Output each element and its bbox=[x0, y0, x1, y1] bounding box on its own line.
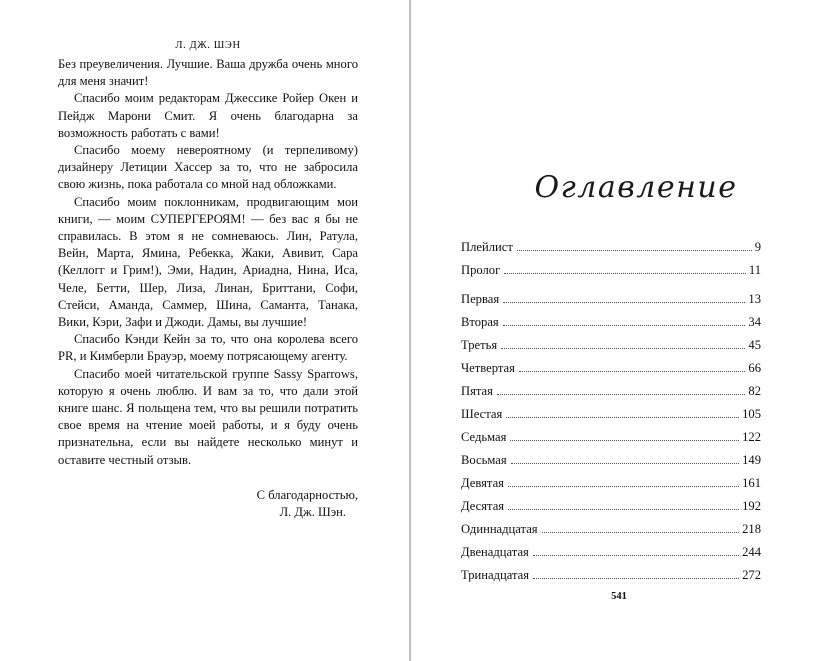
toc-entry[interactable] bbox=[461, 338, 761, 361]
toc-entry[interactable] bbox=[461, 384, 761, 407]
toc-entry[interactable] bbox=[461, 476, 761, 499]
toc-leader bbox=[517, 250, 752, 251]
toc-entry-label: Пятая bbox=[461, 384, 493, 398]
toc-entry-label: Шестая bbox=[461, 407, 503, 421]
toc-leader bbox=[503, 325, 746, 326]
toc-entry[interactable] bbox=[461, 545, 761, 568]
toc-leader bbox=[533, 578, 739, 579]
toc-entry-page: 105 bbox=[742, 407, 761, 421]
toc-entry[interactable] bbox=[461, 522, 761, 545]
toc-entry-page: 13 bbox=[748, 292, 761, 306]
toc-entry-label: Тринадцатая bbox=[461, 568, 530, 582]
toc-leader bbox=[506, 417, 739, 418]
toc-entry-page: 66 bbox=[748, 361, 761, 375]
toc-entry[interactable] bbox=[461, 361, 761, 384]
right-page bbox=[411, 0, 820, 661]
acknowledgements-text bbox=[58, 56, 358, 469]
toc-leader bbox=[542, 532, 740, 533]
toc-entry-label: Восьмая bbox=[461, 453, 507, 467]
paragraph: Спасибо моим поклонникам, продвигающим мои книги, — моим СУПЕРГЕРОЯМ! — без вас я бы не справилась. В этом я не сомневаюсь. Лин, Ратула, Вейн, Марта, Ямина, Ребекка, Жаки, Авивит, Сара (Келлогг и Грим!), Эми, Надин, Ариадна, Нина, Иса, Челе, Бетти, Шер, Лиза, Линан, Бриттани, Софи, Стейси, Аманда, Саммер, Шина, Саманта, Танака, Вики, Кэри, Зафи и Джоди. Дамы, вы лучшие! bbox=[58, 194, 358, 330]
toc-entry[interactable] bbox=[461, 263, 761, 286]
toc-leader bbox=[511, 463, 739, 464]
toc-entry-page: 149 bbox=[742, 453, 761, 467]
toc-entry-label: Девятая bbox=[461, 476, 504, 490]
toc-entry-page: 218 bbox=[742, 522, 761, 536]
toc-entry-page: 192 bbox=[742, 499, 761, 513]
toc-entry[interactable] bbox=[461, 292, 761, 315]
toc-title: Оглавление bbox=[534, 170, 738, 205]
paragraph: Спасибо Кэнди Кейн за то, что она королева всего PR, и Кимберли Брауэр, моему потрясающему агенту. bbox=[58, 332, 358, 364]
toc-leader bbox=[508, 486, 739, 487]
page-number: 541 bbox=[611, 591, 627, 602]
toc-entry-page: 9 bbox=[754, 240, 761, 254]
toc-leader bbox=[519, 371, 745, 372]
toc-leader bbox=[501, 348, 745, 349]
toc-entry[interactable] bbox=[461, 499, 761, 522]
toc-entry-page: 34 bbox=[748, 315, 761, 329]
signature-author: Л. Дж. Шэн. bbox=[279, 505, 346, 520]
toc-entry-label: Третья bbox=[461, 338, 498, 352]
toc-entry-label: Четвертая bbox=[461, 361, 515, 375]
toc-entry[interactable] bbox=[461, 453, 761, 476]
signature bbox=[58, 487, 358, 521]
toc-leader bbox=[504, 273, 746, 274]
toc-leader bbox=[533, 555, 739, 556]
toc-entry[interactable] bbox=[461, 315, 761, 338]
toc-entry-label: Двенадцатая bbox=[461, 545, 529, 559]
toc-entry-page: 45 bbox=[748, 338, 761, 352]
toc-entry-label: Одиннадцатая bbox=[461, 522, 538, 536]
toc-leader bbox=[503, 302, 745, 303]
left-page bbox=[0, 0, 409, 661]
toc-entry-label: Первая bbox=[461, 292, 500, 306]
toc-entry[interactable] bbox=[461, 430, 761, 453]
toc-entry-label: Плейлист bbox=[461, 240, 513, 254]
running-head: Л. ДЖ. ШЭН bbox=[175, 40, 241, 51]
toc-entry-label: Вторая bbox=[461, 315, 499, 329]
toc-leader bbox=[497, 394, 745, 395]
toc-entry-page: 122 bbox=[742, 430, 761, 444]
paragraph: Спасибо моим редакторам Джессике Ройер Окен и Пейдж Марони Смит. Я очень благодарна за возможность работать с вами! bbox=[58, 91, 358, 140]
toc-entry-label: Пролог bbox=[461, 263, 501, 277]
toc-entry-page: 161 bbox=[742, 476, 761, 490]
toc-entry-page: 11 bbox=[748, 263, 761, 277]
toc-entry-page: 272 bbox=[742, 568, 761, 582]
toc-leader bbox=[508, 509, 739, 510]
paragraph: Спасибо моей читательской группе Sassy Sparrows, которую я очень люблю. И вам за то, что дали этой книге шанс. Я польщена тем, что вы решили потратить свое время на чтение моей работы, и я буду очень признательна, если вы найдете несколько минут и оставите честный отзыв. bbox=[58, 366, 358, 467]
paragraph: Спасибо моему невероятному (и терпеливому) дизайнеру Летиции Хассер за то, что не забросила свою жизнь, пока работала со мной над обложками. bbox=[58, 143, 358, 192]
toc-entry[interactable] bbox=[461, 240, 761, 263]
toc-entry[interactable] bbox=[461, 407, 761, 430]
toc-entry[interactable] bbox=[461, 568, 761, 591]
toc-entry-page: 244 bbox=[742, 545, 761, 559]
signature-line: С благодарностью, bbox=[256, 488, 358, 502]
table-of-contents bbox=[461, 240, 761, 591]
toc-entry-page: 82 bbox=[748, 384, 761, 398]
toc-entry-label: Седьмая bbox=[461, 430, 507, 444]
toc-entry-label: Десятая bbox=[461, 499, 505, 513]
paragraph: Без преувеличения. Лучшие. Ваша дружба очень много для меня значит! bbox=[58, 57, 358, 89]
toc-leader bbox=[510, 440, 739, 441]
